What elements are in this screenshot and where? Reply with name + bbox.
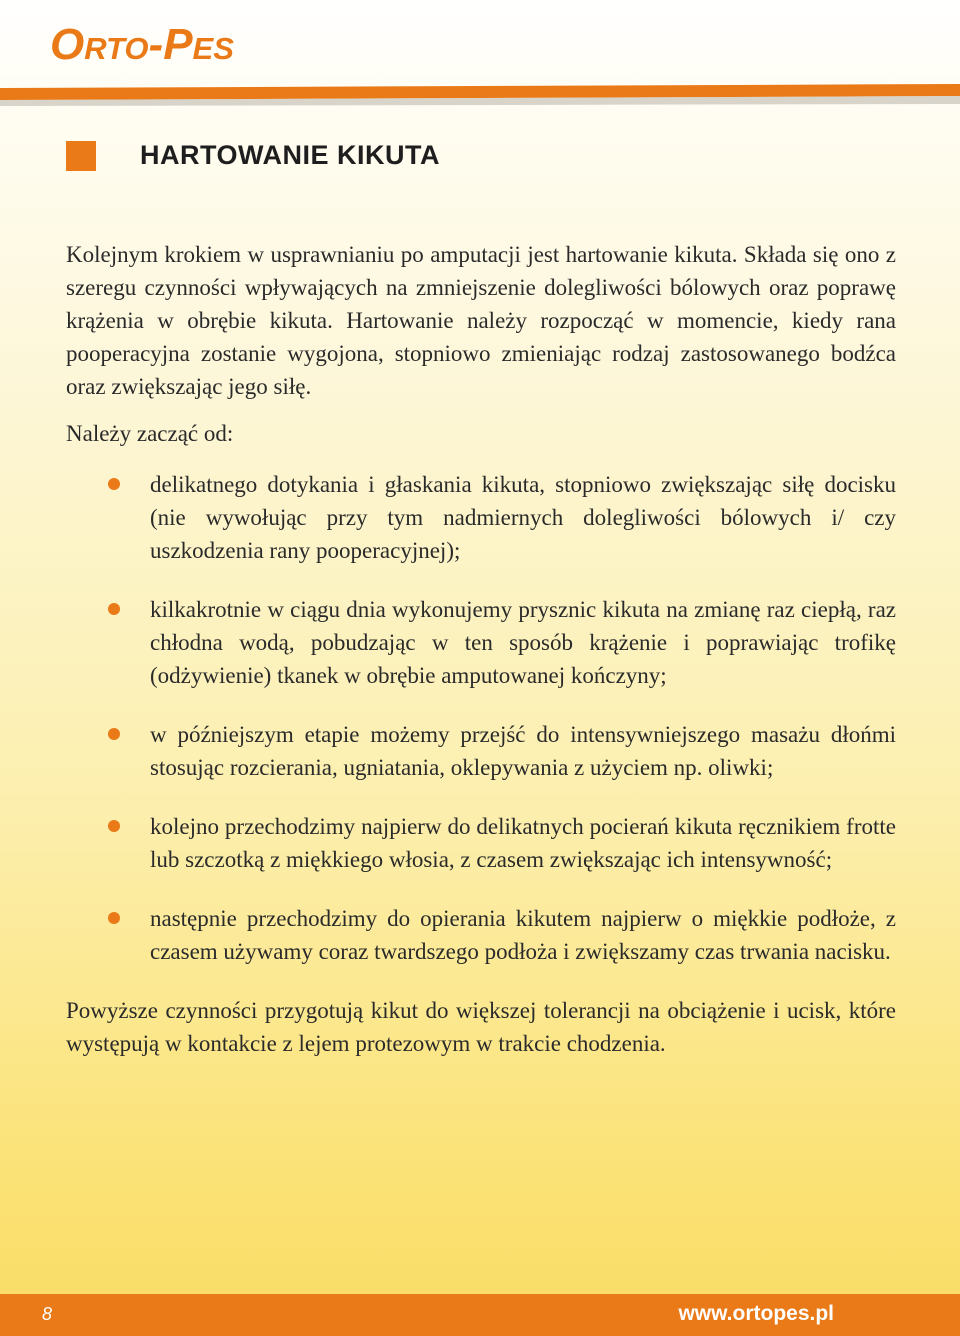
bullet-dot-icon xyxy=(108,728,120,740)
bullet-dot-icon xyxy=(108,478,120,490)
list-item-text: delikatnego dotykania i głaskania kikuta, stopniowo zwiększając siłę docisku (nie wywołując przy tym nadmiernych dolegliwości bólowych i/ czy uszkodzenia rany pooperacyjnej); xyxy=(150,472,896,563)
brand-logo: Orto-Pes xyxy=(50,20,234,69)
header-swoosh-bar xyxy=(0,84,960,106)
bullet-list xyxy=(66,468,896,968)
list-item xyxy=(66,902,896,968)
page-title: HARTOWANIE KIKUTA xyxy=(140,140,440,170)
article-body xyxy=(66,238,896,1060)
bullet-dot-icon xyxy=(108,603,120,615)
list-item-text: kilkakrotnie w ciągu dnia wykonujemy prysznic kikuta na zmianę raz ciepłą, raz chłodna wodą, pobudzając w ten sposób krążenie i poprawiając trofikę (odżywienie) tkanek w obrębie amputowanej kończyny; xyxy=(150,597,896,688)
page-number: 8 xyxy=(42,1304,53,1324)
list-item-text: kolejno przechodzimy najpierw do delikatnych pocierań kikuta ręcznikiem frotte lub szczotką z miękkiego włosia, z czasem zwiększając ich intensywność; xyxy=(150,814,896,872)
intro-paragraph: Kolejnym krokiem w usprawnianiu po amputacji jest hartowanie kikuta. Składa się ono z szeregu czynności wpływających na zmniejszenie dolegliwości bólowych oraz poprawę krążenia w obrębie kikuta. Hartowanie należy rozpocząć w momencie, kiedy rana pooperacyjna zostanie wygojona, stopniowo zmieniając rodzaj zastosowanego bodźca oraz zwiększając jego siłę. xyxy=(66,242,896,399)
list-item-text: następnie przechodzimy do opierania kikutem najpierw o miękkie podłoże, z czasem używamy coraz twardszego podłoża i zwiększamy czas trwania nacisku. xyxy=(150,906,896,964)
heading-square-icon xyxy=(66,141,96,171)
bullet-dot-icon xyxy=(108,912,120,924)
footer-website-link[interactable]: www.ortopes.pl xyxy=(678,1302,834,1325)
list-item-text: w późniejszym etapie możemy przejść do intensywniejszego masażu dłońmi stosując rozcierania, ugniatania, oklepywania z użyciem np. oliwki; xyxy=(150,722,896,780)
list-item xyxy=(66,810,896,876)
list-item xyxy=(66,468,896,567)
list-item xyxy=(66,718,896,784)
section-heading xyxy=(66,140,926,171)
list-item xyxy=(66,593,896,692)
list-lead-text: Należy zacząć od: xyxy=(66,421,234,446)
bullet-dot-icon xyxy=(108,820,120,832)
closing-paragraph: Powyższe czynności przygotują kikut do większej tolerancji na obciążenie i ucisk, które występują w kontakcie z lejem protezowym w trakcie chodzenia. xyxy=(66,998,896,1056)
